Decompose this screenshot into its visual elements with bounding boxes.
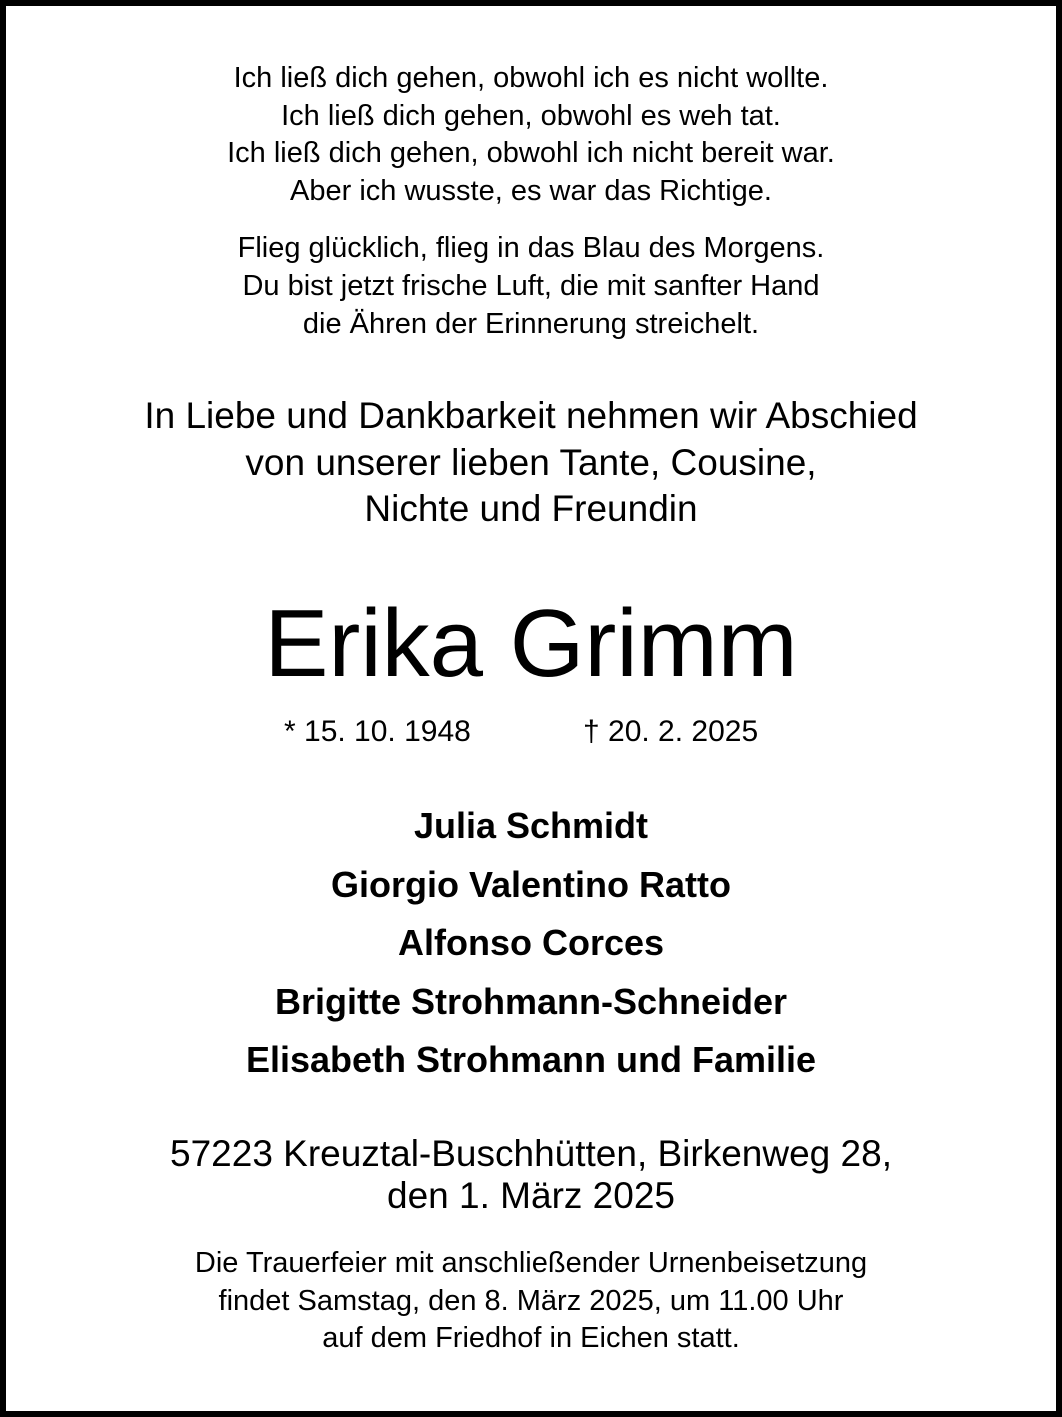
poem-line: Ich ließ dich gehen, obwohl ich es nicht wollte. bbox=[233, 62, 829, 94]
service-line: auf dem Friedhof in Eichen statt. bbox=[322, 1322, 740, 1354]
deceased-name: Erika Grimm bbox=[264, 590, 798, 697]
poem-line: die Ähren der Erinnerung streichelt. bbox=[302, 308, 760, 340]
address-line: 57223 Kreuztal-Buschhütten, Birkenweg 28, bbox=[170, 1133, 892, 1174]
intro-line: Nichte und Freundin bbox=[364, 488, 698, 529]
poem-stanza-1 bbox=[0, 60, 1062, 210]
farewell-intro bbox=[0, 393, 1062, 533]
mourners-list bbox=[0, 797, 1062, 1090]
place-and-date bbox=[0, 1133, 1062, 1217]
poem-line: Ich ließ dich gehen, obwohl ich nicht bereit war. bbox=[227, 137, 835, 169]
notice-date: den 1. März 2025 bbox=[387, 1175, 675, 1216]
service-line: findet Samstag, den 8. März 2025, um 11.00 Uhr bbox=[218, 1284, 844, 1317]
birth-date: * 15. 10. 1948 bbox=[284, 715, 471, 748]
mourner-name: Giorgio Valentino Ratto bbox=[330, 863, 731, 905]
poem-line: Du bist jetzt frische Luft, die mit sanfter Hand bbox=[242, 270, 820, 302]
poem-line: Aber ich wusste, es war das Richtige. bbox=[290, 174, 772, 207]
mourner-name: Alfonso Corces bbox=[397, 922, 665, 963]
service-line: Die Trauerfeier mit anschließender Urnenbeisetzung bbox=[194, 1247, 868, 1279]
poem-stanza-2 bbox=[0, 229, 1062, 343]
death-date: † 20. 2. 2025 bbox=[583, 715, 759, 748]
intro-line: von unserer lieben Tante, Cousine, bbox=[245, 441, 817, 483]
poem-line: Flieg glücklich, flieg in das Blau des Morgens. bbox=[237, 232, 825, 264]
mourner-name: Brigitte Strohmann-Schneider bbox=[274, 980, 788, 1022]
life-dates bbox=[0, 712, 1062, 752]
mourner-name: Julia Schmidt bbox=[413, 805, 649, 846]
service-info bbox=[0, 1245, 1062, 1358]
poem-line: Ich ließ dich gehen, obwohl es weh tat. bbox=[281, 99, 781, 132]
intro-line: In Liebe und Dankbarkeit nehmen wir Abschied bbox=[144, 395, 918, 436]
mourner-name: Elisabeth Strohmann und Familie bbox=[245, 1039, 817, 1080]
